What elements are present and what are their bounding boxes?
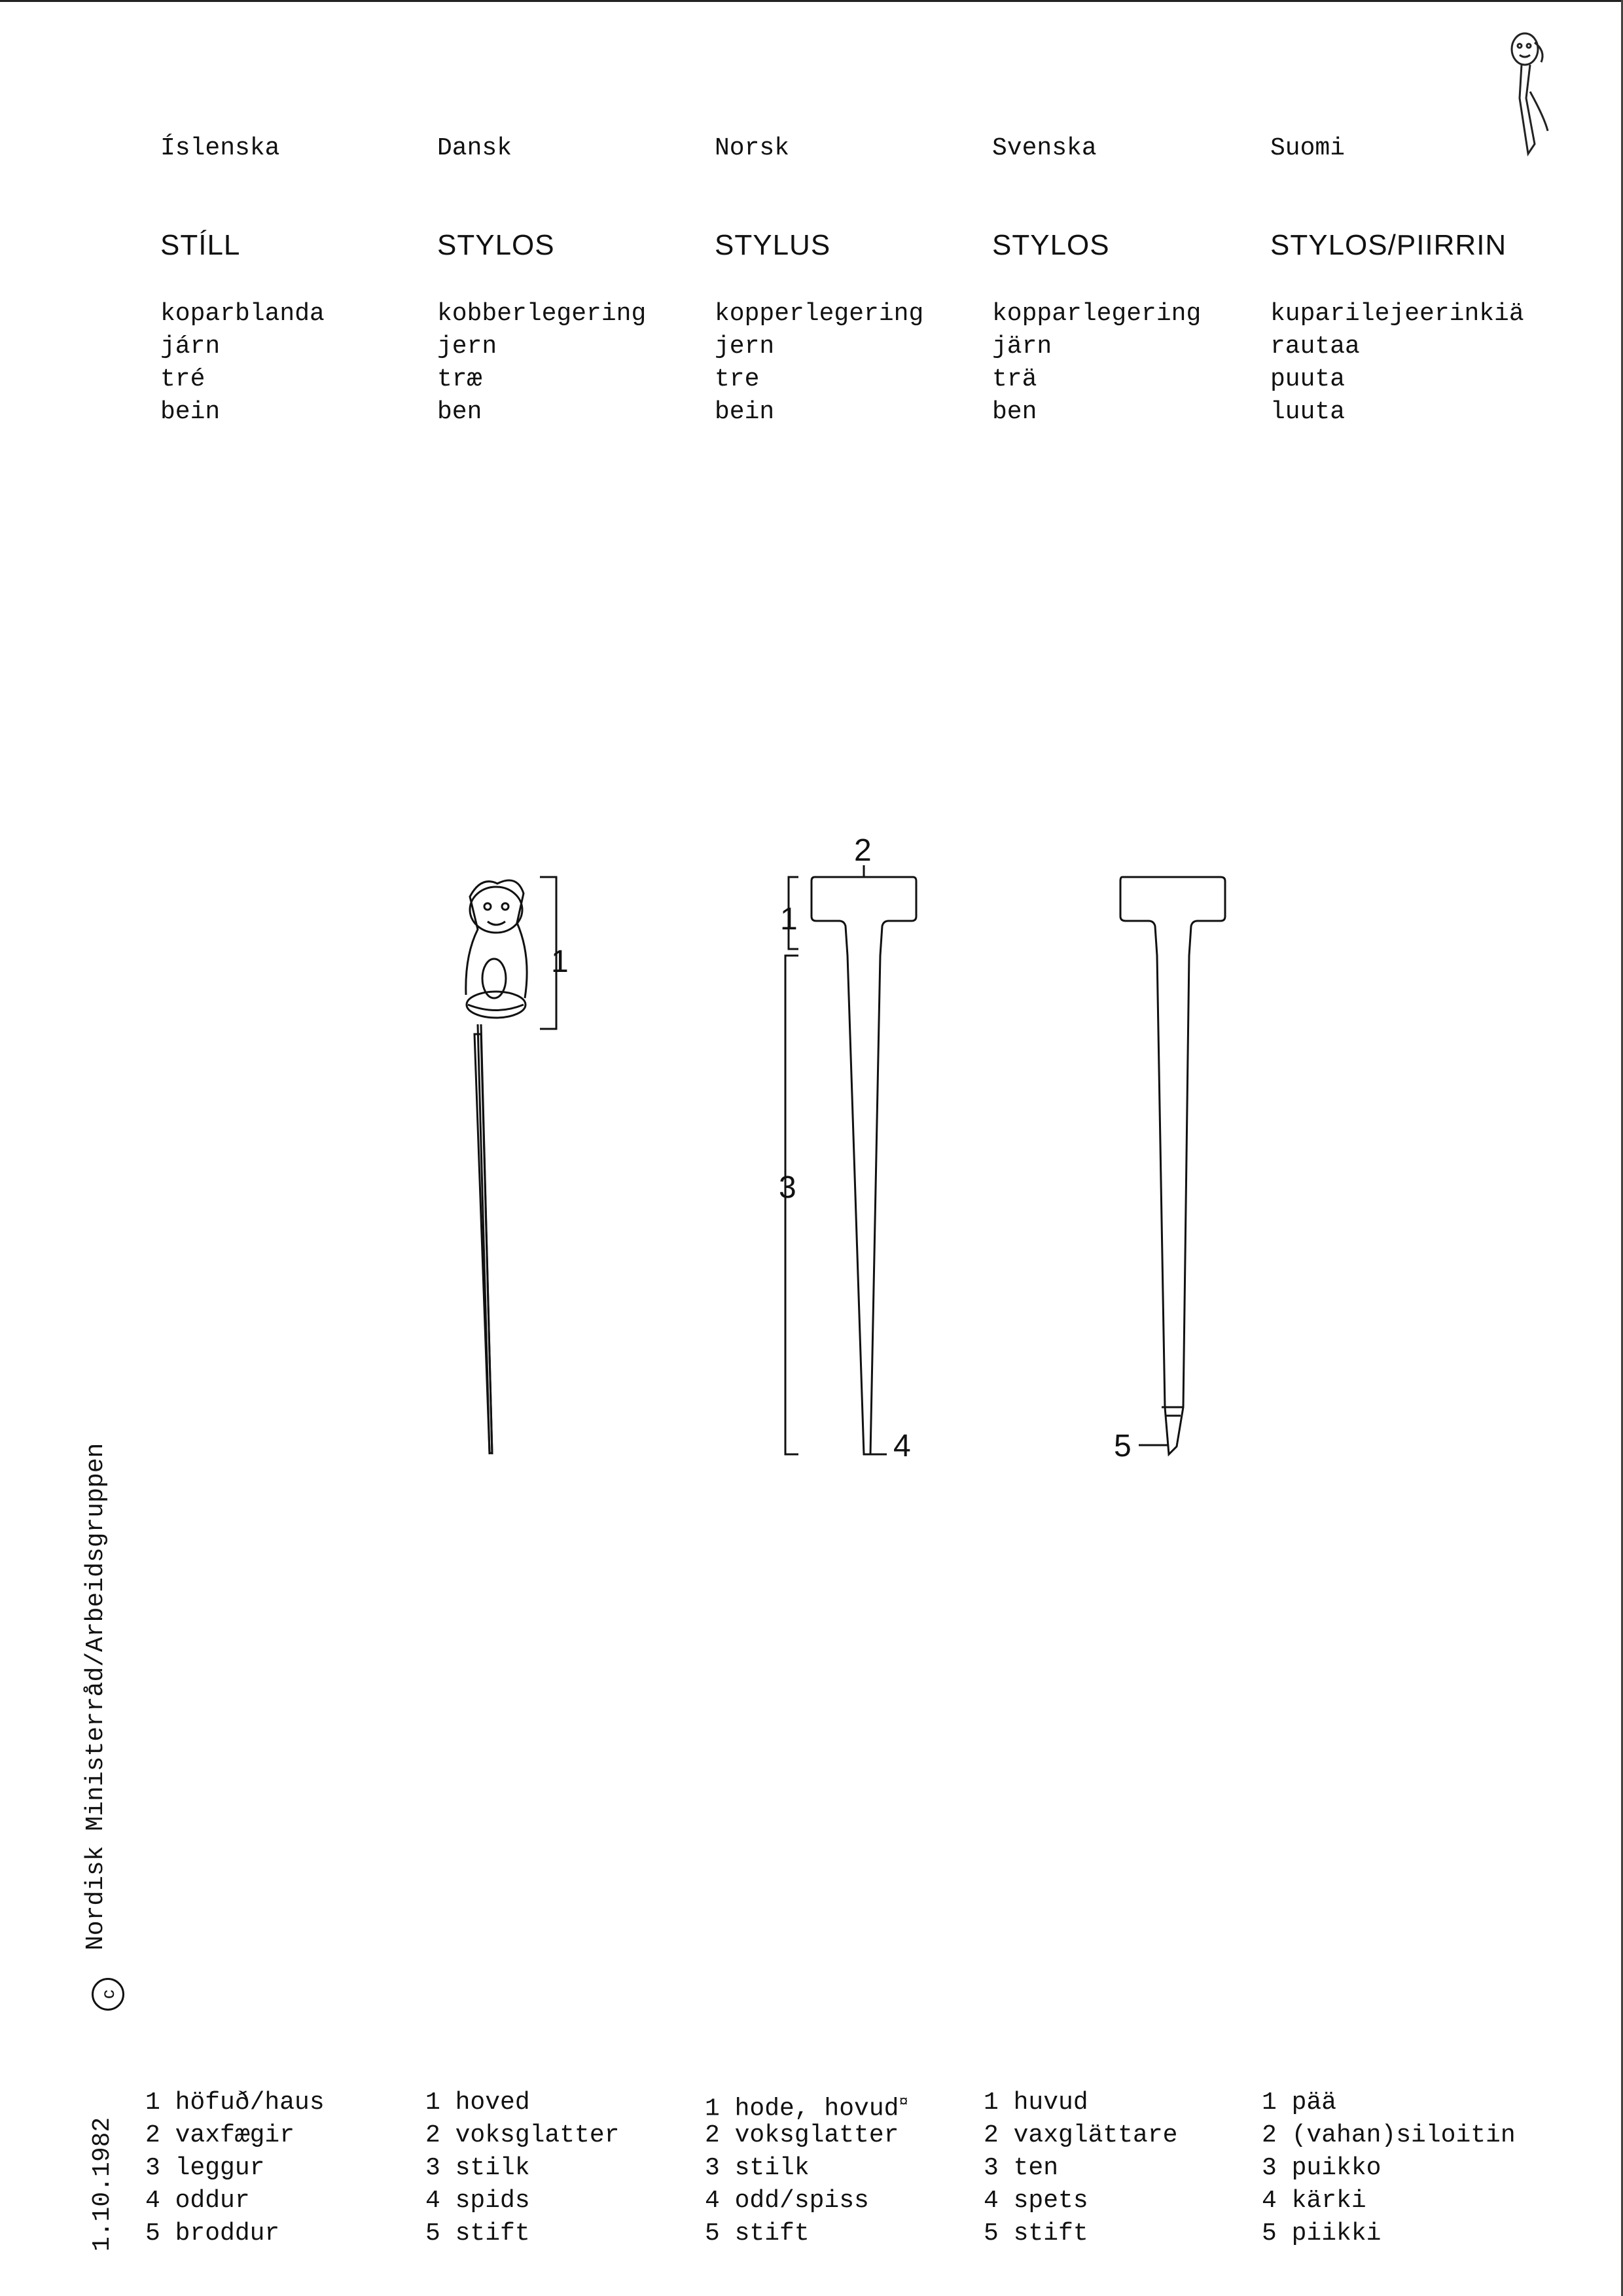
part-item: 2 voksglatter: [705, 2121, 899, 2149]
part-item: 5 piikki: [1262, 2219, 1382, 2248]
parts-list-icelandic: [145, 2087, 325, 2250]
part-item: 3 ten: [984, 2154, 1059, 2182]
stylus-figurine-drawing: [466, 877, 556, 1454]
part-item: 4 spids: [425, 2187, 530, 2215]
part-item: 2 voksglatter: [425, 2121, 620, 2149]
language-header-finnish: Suomi: [1270, 134, 1346, 162]
part-item: 2 vaxfægir: [145, 2121, 295, 2149]
term-icelandic: STÍLL: [160, 229, 241, 261]
copyright-icon: c: [92, 1978, 124, 2011]
material-item: træ: [437, 365, 482, 393]
part-item: 3 puikko: [1262, 2154, 1382, 2182]
callout-head-label-2: 1: [780, 902, 798, 937]
language-header-icelandic: Íslenska: [160, 134, 280, 162]
part-item: 5 stift: [425, 2219, 530, 2248]
part-item: 1 pää: [1262, 2089, 1337, 2117]
part-item: 3 leggur: [145, 2154, 265, 2182]
part-item: 2 vaxglättare: [984, 2121, 1178, 2149]
part-item: 5 stift: [984, 2219, 1088, 2248]
language-header-danish: Dansk: [437, 134, 512, 162]
callout-shaft-label: 3: [779, 1170, 796, 1205]
material-item: trä: [992, 365, 1037, 393]
material-item: järn: [992, 332, 1052, 361]
material-item: tre: [715, 365, 760, 393]
part-item-text: 1 hode, hovud: [705, 2094, 899, 2123]
material-item: kuparilejeerinkiä: [1270, 300, 1524, 328]
material-item: tré: [160, 365, 205, 393]
callout-head-label: 1: [551, 944, 569, 979]
part-item: 5 stift: [705, 2219, 810, 2248]
material-item: kobberlegering: [437, 300, 647, 328]
part-item: 5 broddur: [145, 2219, 280, 2248]
material-item: járn: [160, 332, 221, 361]
material-item: kopperlegering: [715, 300, 924, 328]
material-item: ben: [437, 398, 482, 426]
callout-point-label: 4: [893, 1429, 911, 1463]
term-swedish: STYLOS: [992, 229, 1110, 261]
material-item: koparblanda: [160, 300, 325, 328]
footnote-mark: ¤: [899, 2094, 908, 2111]
material-item: bein: [715, 398, 775, 426]
pin-figure-logo-icon: [1512, 33, 1548, 154]
part-item: [705, 2087, 908, 2123]
parts-list-finnish: [1262, 2087, 1516, 2250]
part-item: 3 stilk: [425, 2154, 530, 2182]
language-header-swedish: Svenska: [992, 134, 1097, 162]
part-item: 4 kärki: [1262, 2187, 1366, 2215]
material-item: rautaa: [1270, 332, 1360, 361]
part-item: 4 odd/spiss: [705, 2187, 869, 2215]
stylus-tipped-drawing: [1120, 877, 1225, 1454]
copyright-notice: Nordisk Ministerråd/Arbeidsgruppen: [82, 1443, 110, 1950]
material-item: puuta: [1270, 365, 1346, 393]
language-header-norwegian: Norsk: [715, 134, 790, 162]
part-item: 4 spets: [984, 2187, 1088, 2215]
term-danish: STYLOS: [437, 229, 555, 261]
document-date: 1.10.1982: [88, 2117, 116, 2251]
stylus-labelled-drawing: [785, 865, 1169, 1454]
material-item: kopparlegering: [992, 300, 1202, 328]
part-item: 3 stilk: [705, 2154, 810, 2182]
part-item: 4 oddur: [145, 2187, 250, 2215]
material-item: ben: [992, 398, 1037, 426]
parts-list-swedish: [984, 2087, 1177, 2250]
parts-list-danish: [425, 2087, 619, 2250]
part-item: 2 (vahan)siloitin: [1262, 2121, 1516, 2149]
part-item: 1 hoved: [425, 2089, 530, 2117]
term-finnish: STYLOS/PIIRRIN: [1270, 229, 1507, 261]
part-item: 1 huvud: [984, 2089, 1088, 2117]
callout-tip-label: 5: [1114, 1429, 1132, 1463]
callout-smoother-label: 2: [854, 833, 872, 868]
term-norwegian: STYLUS: [715, 229, 831, 261]
material-item: jern: [437, 332, 497, 361]
part-item: 1 höfuð/haus: [145, 2089, 325, 2117]
parts-list-norwegian: [705, 2087, 908, 2250]
material-item: luuta: [1270, 398, 1346, 426]
material-item: bein: [160, 398, 221, 426]
material-item: jern: [715, 332, 775, 361]
